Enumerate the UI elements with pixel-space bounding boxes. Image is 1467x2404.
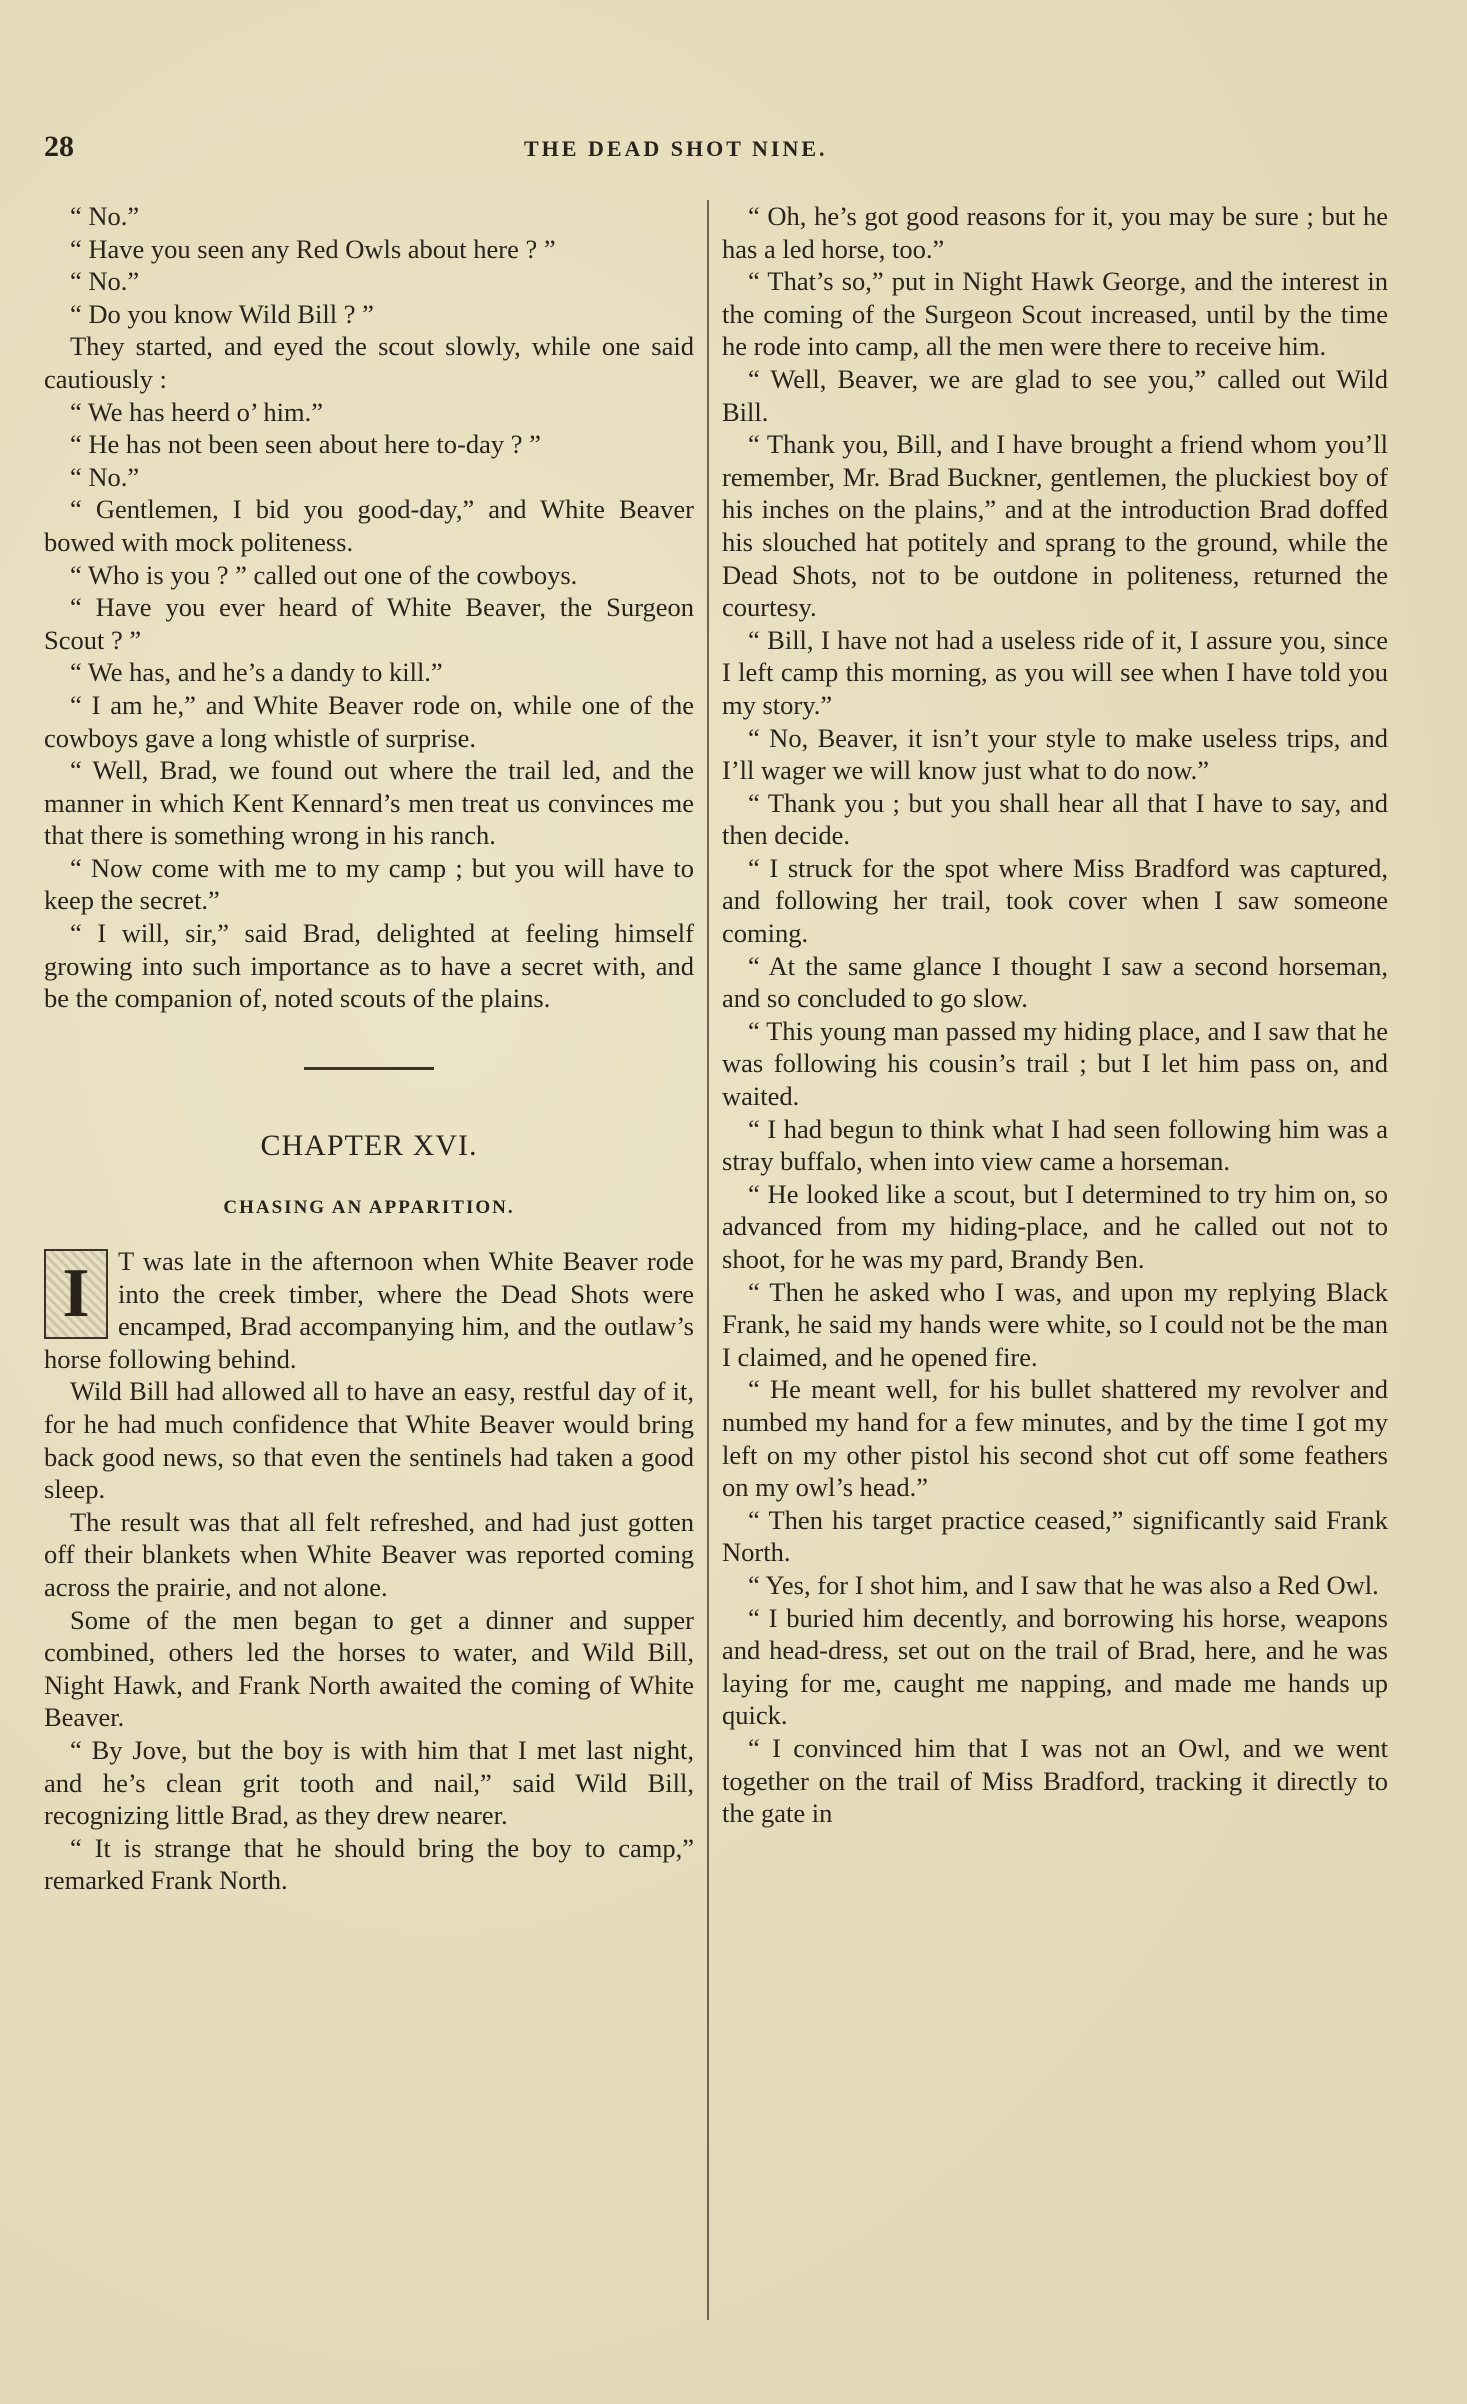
drop-cap-letter: I [44,1249,108,1339]
paragraph: “ We has heerd o’ him.” [70,396,323,427]
paragraph: “ No, Beaver, it isn’t your style to make useless trips, and I’ll wager we will know just what to do now.” [722,722,1388,786]
paragraph: “ At the same glance I thought I saw a second horseman, and so concluded to go slow. [722,950,1388,1014]
paragraph: “ Gentlemen, I bid you good-day,” and White Beaver bowed with mock politeness. [44,494,694,557]
paragraph: “ I am he,” and White Beaver rode on, while one of the cowboys gave a long whistle of surprise. [44,689,694,753]
paragraph: “ By Jove, but the boy is with him that I met last night, and he’s clean grit tooth and nail,” said Wild Bill, recognizing little Brad, as they drew nearer. [44,1734,694,1831]
paragraph: “ I buried him decently, and borrowing his horse, weapons and head-dress, set out on the trail of Brad, here, and he was laying for me, caught me napping, and made me hands up quick. [722,1602,1388,1731]
left-paragraphs-before [44,200,694,1015]
paragraph: “ Oh, he’s got good reasons for it, you may be sure ; but he has a led horse, too.” [722,201,1388,264]
paragraph: “ Thank you ; but you shall hear all that I have to say, and then decide. [722,787,1388,851]
paragraph: “ I struck for the spot where Miss Bradford was captured, and following her trail, took cover when I saw someone coming. [722,852,1388,949]
paragraph: “ Well, Brad, we found out where the trail led, and the manner in which Kent Kennard’s men treat us convinces me that there is something wrong in his ranch. [44,755,694,851]
paragraph: “ No.” [70,266,140,297]
right-column [722,200,1388,1830]
paragraph: They started, and eyed the scout slowly, while one said cautiously : [44,331,694,394]
chapter-first-paragraph: T was late in the afternoon when White Beaver rode into the creek timber, where the Dead Shots were encamped, Brad accompanying him, and the outlaw’s horse following behind. [44,1246,694,1374]
paragraph: “ Thank you, Bill, and I have brought a friend whom you’ll remember, Mr. Brad Buckner, gentlemen, the pluckiest boy of his inches on the plains,” and at the introduction Brad doffed his slouched hat potitely and sprang to the ground, while the Dead Shots, not to be outdone in politeness, returned the courtesy. [722,429,1388,623]
paragraph: “ I will, sir,” said Brad, delighted at feeling himself growing into such importance as to have a secret with, and be the companion of, noted scouts of the plains. [44,918,694,1014]
paragraph: “ Have you ever heard of White Beaver, the Surgeon Scout ? ” [44,592,694,655]
paragraph: “ Have you seen any Red Owls about here ? ” [70,233,556,264]
page-header [44,130,1424,170]
paragraph: “ He meant well, for his bullet shattered my revolver and numbed my hand for a few minutes, and by the time I got my left on my other pistol his second shot cut off some feathers on my owl’s head.” [722,1374,1388,1503]
paragraph: “ Now come with me to my camp ; but you will have to keep the secret.” [44,852,694,916]
paragraph: The result was that all felt refreshed, and had just gotten off their blankets when White Beaver was reported coming across the prairie, and not alone. [44,1506,694,1602]
paragraph: “ No.” [70,461,140,492]
paragraph: “ This young man passed my hiding place, and I saw that he was following his cousin’s trail ; but I let him pass on, and waited. [722,1015,1388,1112]
paragraph: “ Well, Beaver, we are glad to see you,” called out Wild Bill. [722,363,1388,427]
chapter-subtitle: CHASING AN APPARITION. [223,1197,515,1219]
section-divider [304,1067,434,1070]
paragraph: “ He has not been seen about here to-day ? ” [70,429,541,460]
paragraph: “ Who is you ? ” called out one of the cowboys. [70,559,578,590]
running-title: THE DEAD SHOT NINE. [524,136,828,161]
paragraph: “ Do you know Wild Bill ? ” [70,298,374,329]
paragraph: “ I convinced him that I was not an Owl, and we went together on the trail of Miss Bradford, tracking it directly to the gate in [722,1732,1388,1829]
paragraph: “ Then he asked who I was, and upon my replying Black Frank, he said my hands were white, so I could not be the man I claimed, and he opened fire. [722,1276,1388,1372]
column-divider [707,200,709,2320]
paragraph: Some of the men began to get a dinner and supper combined, others led the horses to water, and Wild Bill, Night Hawk, and Frank North awaited the coming of White Beaver. [44,1604,694,1733]
paragraph: “ Then his target practice ceased,” significantly said Frank North. [722,1504,1388,1568]
paragraph: Wild Bill had allowed all to have an easy, restful day of it, for he had much confidence that White Beaver would bring back good news, so that even the sentinels had taken a good sleep. [44,1376,694,1505]
left-paragraphs-after [44,1375,694,1897]
chapter-title: CHAPTER XVI. [260,1128,478,1162]
paragraph: “ He looked like a scout, but I determined to try him on, so advanced from my hiding-place, and he called out not to shoot, for he was my pard, Brandy Ben. [722,1178,1388,1274]
paragraph: “ Yes, for I shot him, and I saw that he was also a Red Owl. [748,1569,1379,1600]
page-number: 28 [44,130,74,163]
paragraph: “ No.” [70,201,140,231]
paragraph: “ We has, and he’s a dandy to kill.” [70,657,443,688]
paragraph: “ Bill, I have not had a useless ride of it, I assure you, since I left camp this morning, as you will see when I have told you my story.” [722,624,1388,720]
paragraph: “ That’s so,” put in Night Hawk George, and the interest in the coming of the Surgeon Scout increased, until by the time he rode into camp, all the men were there to receive him. [722,266,1388,362]
chapter-opening [44,1245,694,1375]
paragraph: “ It is strange that he should bring the boy to camp,” remarked Frank North. [44,1832,694,1896]
left-column [44,200,694,1897]
right-paragraphs [722,200,1388,1830]
paragraph: “ I had begun to think what I had seen following him was a stray buffalo, when into view came a horseman. [722,1113,1388,1177]
